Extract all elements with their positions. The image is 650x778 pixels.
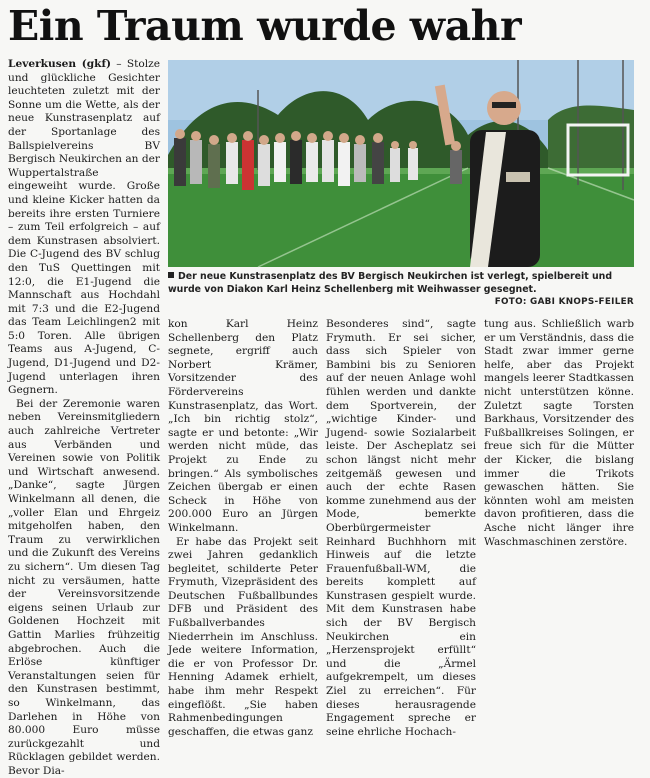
paragraph: Besonderes sind“, sagte Frymuth. Er sei sicher, dass sich Spieler von Bambini bis zu Senioren auf der neuen Anlage wohl fühlen werden und dankte dem Sportverein, der „wichtige Kinder- und Jugend- sowie Sozialarbeit leiste. Der Ascheplatz sei schon längst nicht mehr zeitgemäß gewesen und auch der echte Rasen komme zunehmend aus der Mode, bemerkte Oberbürgermeister Reinhard Buchhhorn mit Hinweis auf die letzte Frauenfußball-WM, die bereits komplett auf Kunstrasen gespielt wurde. Mit dem Kunstrasen habe sich der BV Bergisch Neukirchen ein „Herzensprojekt erfüllt“ und die „Ärmel aufgekrempelt, um dieses Ziel zu erreichen“. Für dieses herausragende Engagement spreche er seine ehrliche Hochach- [326, 318, 476, 738]
headline: Ein Traum wurde wahr [8, 2, 522, 50]
paragraph [8, 398, 160, 778]
article-photo [168, 60, 634, 267]
caption-text: Der neue Kunstrasenplatz des BV Bergisch Neukirchen ist verlegt, spielbereit und wurde von Diakon Karl Heinz Schellenberg mit Weihwasser gesegnet. [168, 271, 613, 295]
dateline: Leverkusen (gkf) [8, 58, 112, 70]
photo-credit: FOTO: GABI KNOPS-FEILER [494, 297, 634, 307]
paragraph-text: Bei der Zeremonie waren neben Vereinsmitgliedern auch zahlreiche Vertreter aus Verbänden und Vereinen sowie von Politik und Wirtschaft anwesend. „Danke“, sagte Jürgen Winkelmann all denen, die „voller Elan und Ehrgeiz mitgeholfen haben, den Traum zu verwirklichen und die Zukunft des Vereins zu sichern“. Um diesen Tag nicht zu versäumen, hatte der Vereinsvorsitzende eigens seinen Urlaub zur Goldenen Hochzeit mit Gattin Marlies frühzeitig abgebrochen. Auch die Erlöse künftiger Veranstaltungen seien für den Kunstrasen bestimmt, so Winkelmann, das Darlehen in Höhe von 80.000 Euro müsse zurückgezahlt und Rücklagen gebildet werden. Bevor Dia- [8, 397, 160, 777]
article-column-2 [168, 318, 318, 738]
paragraph-text: – Stolze und glückliche Gesichter leuchteten zuletzt mit der Sonne um die Wette, als der neue Kunstrasenplatz auf der Sportanlage des Ballspielvereins BV Bergisch Neukirchen an der Wuppertalstraße eingeweiht wurde. Große und kleine Kicker hatten da bereits ihre ersten Turniere – zum Teil erfolgreich – auf dem Kunstrasen absolviert. Die C-Jugend des BV schlug den TuS Quettingen mit 12:0, die E1-Jugend die Mannschaft aus Hochdahl mit 7:3 und die E2-Jugend das Team Leichlingen2 mit 5:0 Toren. Alle übrigen Teams aus A-Jugend, C-Jugend, D1-Jugend und D2-Jugend unterlagen ihren Gegnern. [8, 58, 160, 397]
caption-marker [168, 272, 174, 278]
trees-right [548, 106, 634, 170]
photo-illustration [168, 60, 634, 267]
paragraph: tung aus. Schließlich warb er um Verständnis, dass die Stadt zwar immer gerne helfe, aber das Projekt mangels leerer Stadtkassen nicht unterstützen könne. Zuletzt sagte Torsten Barkhaus, Vorsitzender des Fußballkreises Solingen, er freue sich für die Mütter der Kicker, die bislang immer die Trikots gewaschen hätten. Sie könnten wohl am meisten davon profitieren, dass die Asche nicht länger ihre Waschmaschinen zerstöre. [484, 318, 634, 548]
photo-caption [168, 270, 634, 310]
paragraph [8, 58, 160, 398]
book [506, 172, 530, 182]
article-column-4 [484, 318, 634, 654]
article-column-3 [326, 318, 476, 738]
article-column-1 [8, 58, 160, 777]
paragraph: kon Karl Heinz Schellenberg den Platz segnete, ergriff auch Norbert Krämer, Vorsitzender des Fördervereins Kunstrasenplatz, das Wort. „Ich bin richtig stolz“, sagte er und betonte: „Wir werden nicht müde, das Projekt zu Ende zu bringen.“ Als symbolisches Zeichen übergab er einen Scheck in Höhe von 200.000 Euro an Jürgen Winkelmann. [168, 318, 318, 534]
paragraph: Er habe das Projekt seit zwei Jahren gedanklich begleitet, schilderte Peter Frymuth, Vizepräsident des Deutschen Fußballbundes DFB und Präsident des Fußballverbandes Niederrhein im Anschluss. Jede weitere Information, die er von Professor Dr. Henning Adamek erhielt, habe ihm mehr Respekt eingeflößt. „Sie haben Rahmenbedingungen geschaffen, die etwas ganz [168, 535, 318, 738]
glasses [492, 102, 516, 108]
